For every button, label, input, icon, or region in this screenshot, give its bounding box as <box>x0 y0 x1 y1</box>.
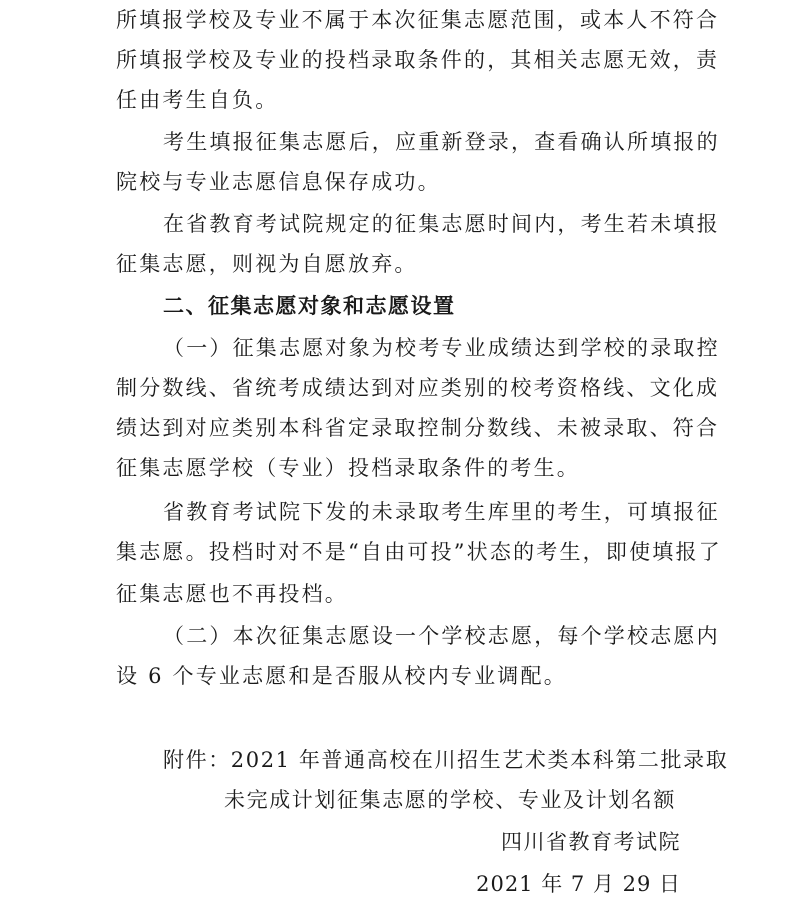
signature-organization: 四川省教育考试院 <box>501 830 681 854</box>
paragraph-4-line-3: 绩达到对应类别本科省定录取控制分数线、未被录取、符合 <box>116 416 720 440</box>
paragraph-6-line-1: （二）本次征集志愿设一个学校志愿，每个学校志愿内 <box>163 624 720 648</box>
paragraph-3-line-2: 征集志愿，则视为自愿放弃。 <box>116 252 418 276</box>
paragraph-2-line-2: 院校与专业志愿信息保存成功。 <box>116 170 441 194</box>
section-heading: 二、征集志愿对象和志愿设置 <box>163 294 456 318</box>
paragraph-3-line-1: 在省教育考试院规定的征集志愿时间内，考生若未填报 <box>163 212 720 236</box>
attachment-line-2: 未完成计划征集志愿的学校、专业及计划名额 <box>224 788 676 812</box>
paragraph-5-line-3: 征集志愿也不再投档。 <box>116 582 348 606</box>
paragraph-1-line-2: 所填报学校及专业的投档录取条件的，其相关志愿无效，责 <box>116 48 720 72</box>
paragraph-2-line-1: 考生填报征集志愿后，应重新登录，查看确认所填报的 <box>163 130 720 154</box>
attachment-line-1: 附件：2021 年普通高校在川招生艺术类本科第二批录取 <box>163 748 729 772</box>
paragraph-5-line-2: 集志愿。投档时对不是“自由可投”状态的考生，即使填报了 <box>116 540 722 564</box>
paragraph-1-line-1: 所填报学校及专业不属于本次征集志愿范围，或本人不符合 <box>116 8 720 32</box>
paragraph-4-line-2: 制分数线、省统考成绩达到对应类别的校考资格线、文化成 <box>116 376 720 400</box>
signature-date: 2021 年 7 月 29 日 <box>476 872 681 896</box>
paragraph-6-line-2: 设 6 个专业志愿和是否服从校内专业调配。 <box>116 664 567 688</box>
paragraph-1-line-3: 任由考生自负。 <box>116 88 279 112</box>
paragraph-4-line-1: （一）征集志愿对象为校考专业成绩达到学校的录取控 <box>163 336 720 360</box>
paragraph-5-line-1: 省教育考试院下发的未录取考生库里的考生，可填报征 <box>163 500 720 524</box>
paragraph-4-line-4: 征集志愿学校（专业）投档录取条件的考生。 <box>116 456 580 480</box>
